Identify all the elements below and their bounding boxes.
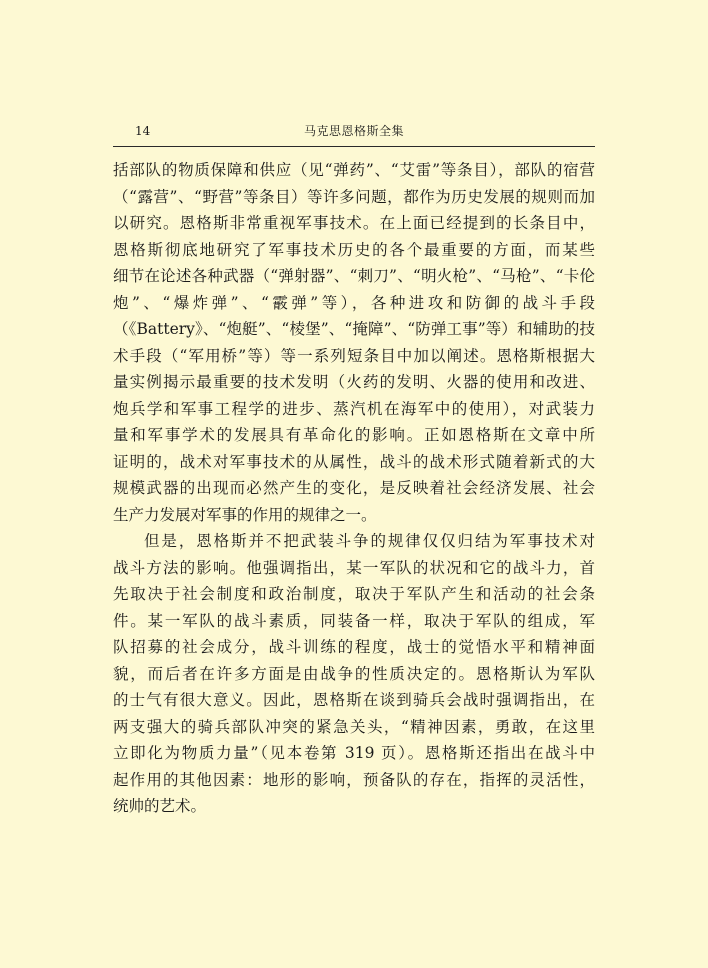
paragraph-line: 先取决于社会制度和政治制度，取决于军队产生和活动的社会条 [113,585,595,603]
paragraph-line: 括部队的物质保障和供应（见“弹药”、“艾雷”等条目），部队的宿营 [113,161,595,179]
body-text [113,157,595,820]
paragraph-line: 炮”、“爆炸弹”、“霰弹”等），各种进攻和防御的战斗手段 [113,293,595,312]
paragraph-line: 战斗方法的影响。他强调指出，某一军队的状况和它的战斗力，首 [113,558,595,577]
paragraph-line: 规模武器的出现而必然产生的变化，是反映着社会经济发展、社会 [113,479,595,497]
paragraph-line: 貌，而后者在许多方面是由战争的性质决定的。恩格斯认为军队 [113,664,595,683]
paragraph-line: 恩格斯彻底地研究了军事技术历史的各个最重要的方面，而某些 [113,240,595,259]
paragraph-line: 量实例揭示最重要的技术发明（火药的发明、火器的使用和改进、 [113,373,595,391]
paragraph-line: 队招募的社会成分，战斗训练的程度，战士的觉悟水平和精神面 [113,638,595,656]
paragraph-line: 但是，恩格斯并不把武装斗争的规律仅仅归结为军事技术对 [144,532,595,550]
paragraph-line: 统帅的艺术。 [113,797,207,815]
paragraph-line: 起作用的其他因素：地形的影响，预备队的存在，指挥的灵活性， [113,770,595,789]
page-number: 14 [135,124,151,138]
paragraph-line: 的士气有很大意义。因此，恩格斯在谈到骑兵会战时强调指出，在 [113,691,595,709]
paragraph-line: 术手段（“军用桥”等）等一系列短条目中加以阐述。恩格斯根据大 [113,346,595,365]
running-title: 马克思恩格斯全集 [303,124,404,138]
paragraph-line: 证明的，战术对军事技术的从属性，战斗的战术形式随着新式的大 [113,452,595,471]
paragraph-line: 以研究。恩格斯非常重视军事技术。在上面已经提到的长条目中， [113,214,595,232]
paragraph-line: 细节在论述各种武器（“弹射器”、“刺刀”、“明火枪”、“马枪”、“卡伦 [113,267,595,285]
paragraph-line: 生产力发展对军事的作用的规律之一。 [113,505,377,524]
paragraph-line: （《Battery》、“炮艇”、“棱堡”、“掩障”、“防弹工事”等）和辅助的技 [113,320,595,338]
paragraph-line: 量和军事学术的发展具有革命化的影响。正如恩格斯在文章中所 [113,426,595,444]
paragraph-line: 炮兵学和军事工程学的进步、蒸汽机在海军中的使用），对武装力 [113,399,595,418]
paragraph-line: 件。某一军队的战斗素质，同装备一样，取决于军队的组成，军 [113,611,595,630]
paragraph-line: 两支强大的骑兵部队冲突的紧急关头，“精神因素，勇敢，在这里 [113,717,595,736]
paragraph-line: 立即化为物质力量”（见本卷第 319 页）。恩格斯还指出在战斗中 [113,744,595,762]
page-header [113,118,595,147]
paragraph-line: （“露营”、“野营”等条目）等许多问题，都作为历史发展的规则而加 [113,187,595,206]
